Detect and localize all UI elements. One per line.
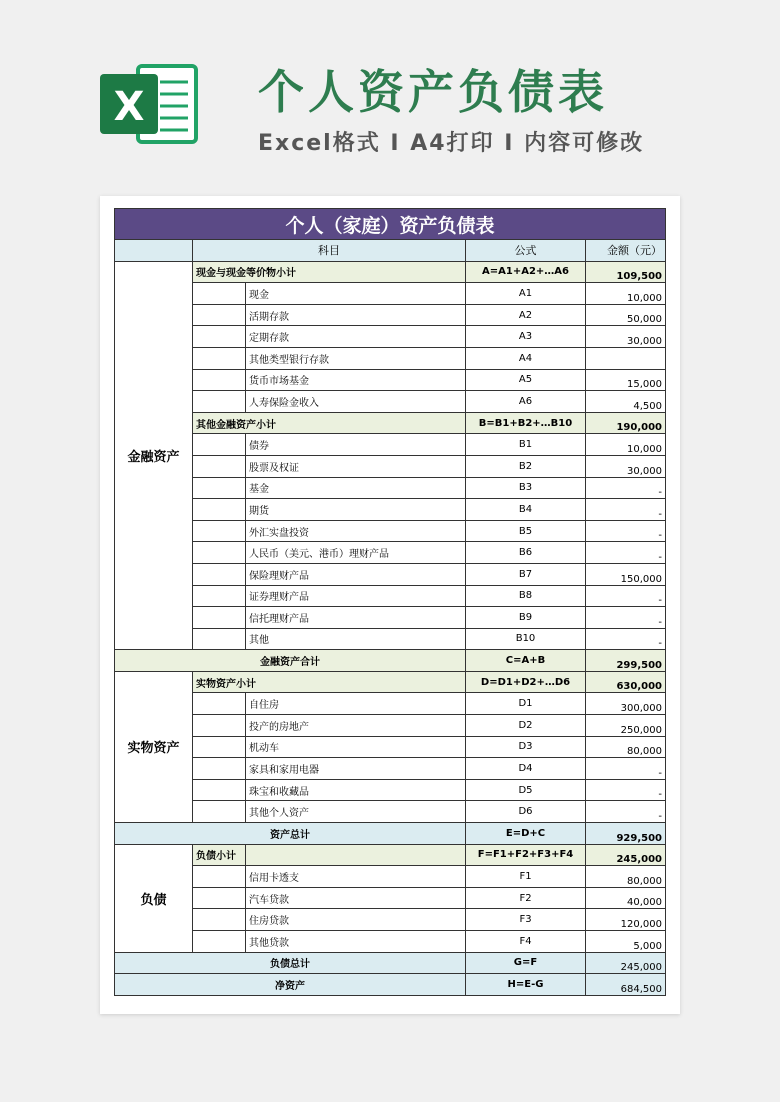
row-name: 信用卡透支 [246, 866, 466, 888]
spreadsheet-page [100, 196, 680, 1014]
table-row [115, 326, 666, 348]
subtotal-amount: 190,000 [586, 412, 666, 434]
table-row [115, 866, 666, 888]
row-name: 人寿保险金收入 [246, 391, 466, 413]
total-formula: G=F [466, 952, 586, 974]
category-physical: 实物资产 [115, 671, 193, 822]
row-amount: - [586, 801, 666, 823]
row-amount: - [586, 520, 666, 542]
table-row [115, 779, 666, 801]
row-amount: 150,000 [586, 563, 666, 585]
row-amount: 40,000 [586, 887, 666, 909]
header-blank [115, 240, 193, 262]
row-amount: 15,000 [586, 369, 666, 391]
row-name: 债券 [246, 434, 466, 456]
subtotal-formula: D=D1+D2+…D6 [466, 671, 586, 693]
row-code: B9 [466, 607, 586, 629]
row-name: 机动车 [246, 736, 466, 758]
row-code: D3 [466, 736, 586, 758]
table-row [115, 499, 666, 521]
row-code: A2 [466, 304, 586, 326]
total-label: 净资产 [115, 974, 466, 996]
sheet-title: 个人（家庭）资产负债表 [115, 209, 666, 240]
row-name: 珠宝和收藏品 [246, 779, 466, 801]
subtotal-formula: F=F1+F2+F3+F4 [466, 844, 586, 866]
row-amount: - [586, 758, 666, 780]
subtotal-row-physical [115, 671, 666, 693]
hero-title: 个人资产负债表 [258, 65, 608, 119]
table-row [115, 758, 666, 780]
row-amount: 10,000 [586, 283, 666, 305]
header-formula: 公式 [466, 240, 586, 262]
table-row [115, 693, 666, 715]
asset-total-row [115, 823, 666, 845]
row-amount: - [586, 499, 666, 521]
category-liabilities: 负债 [115, 844, 193, 952]
row-code: F3 [466, 909, 586, 931]
row-code: B4 [466, 499, 586, 521]
row-code: A5 [466, 369, 586, 391]
row-amount: 10,000 [586, 434, 666, 456]
table-row [115, 542, 666, 564]
table-row [115, 434, 666, 456]
row-amount: 80,000 [586, 866, 666, 888]
table-row [115, 715, 666, 737]
liability-total-row [115, 952, 666, 974]
row-code: B8 [466, 585, 586, 607]
row-name: 现金 [246, 283, 466, 305]
header-amount: 金额（元） [586, 240, 666, 262]
row-code: B2 [466, 455, 586, 477]
row-amount: - [586, 585, 666, 607]
total-amount: 245,000 [586, 952, 666, 974]
table-row [115, 736, 666, 758]
total-formula: H=E-G [466, 974, 586, 996]
row-code: B7 [466, 563, 586, 585]
net-assets-row [115, 974, 666, 996]
row-amount: 50,000 [586, 304, 666, 326]
table-row [115, 304, 666, 326]
table-row [115, 347, 666, 369]
table-row [115, 801, 666, 823]
table-row [115, 887, 666, 909]
table-row [115, 585, 666, 607]
row-code: B10 [466, 628, 586, 650]
row-amount: - [586, 607, 666, 629]
subtotal-label: 其他金融资产小计 [193, 412, 466, 434]
row-name: 活期存款 [246, 304, 466, 326]
row-amount [586, 347, 666, 369]
row-name: 其他贷款 [246, 931, 466, 953]
row-code: B5 [466, 520, 586, 542]
row-name: 保险理财产品 [246, 563, 466, 585]
row-name: 定期存款 [246, 326, 466, 348]
hero-subtitle: Excel格式 I A4打印 I 内容可修改 [258, 131, 645, 156]
subtotal-row-liabilities [115, 844, 666, 866]
row-name: 证券理财产品 [246, 585, 466, 607]
row-amount: 30,000 [586, 455, 666, 477]
row-name: 期货 [246, 499, 466, 521]
subtotal-row-other-financial [115, 412, 666, 434]
financial-total-row [115, 650, 666, 672]
row-name: 投产的房地产 [246, 715, 466, 737]
subtotal-amount: 630,000 [586, 671, 666, 693]
subtotal-label: 现金与现金等价物小计 [193, 261, 466, 283]
table-row [115, 520, 666, 542]
row-code: D2 [466, 715, 586, 737]
row-name: 股票及权证 [246, 455, 466, 477]
subtotal-label: 负债小计 [193, 844, 246, 866]
subtotal-row-cash [115, 261, 666, 283]
row-amount: 4,500 [586, 391, 666, 413]
row-code: D5 [466, 779, 586, 801]
row-name: 家具和家用电器 [246, 758, 466, 780]
row-name: 外汇实盘投资 [246, 520, 466, 542]
total-formula: C=A+B [466, 650, 586, 672]
row-name: 其他个人资产 [246, 801, 466, 823]
svg-text:X: X [113, 84, 145, 130]
row-amount: 5,000 [586, 931, 666, 953]
row-code: A4 [466, 347, 586, 369]
row-name: 其他 [246, 628, 466, 650]
row-name: 人民币（美元、港币）理财产品 [246, 542, 466, 564]
row-code: D1 [466, 693, 586, 715]
row-amount: 80,000 [586, 736, 666, 758]
table-row [115, 628, 666, 650]
subtotal-label: 实物资产小计 [193, 671, 466, 693]
row-amount: 120,000 [586, 909, 666, 931]
excel-logo-icon [100, 58, 200, 150]
row-code: B6 [466, 542, 586, 564]
row-name: 汽车贷款 [246, 887, 466, 909]
table-row [115, 909, 666, 931]
row-code: F2 [466, 887, 586, 909]
row-amount: 30,000 [586, 326, 666, 348]
row-code: A6 [466, 391, 586, 413]
subtotal-formula: B=B1+B2+…B10 [466, 412, 586, 434]
row-code: B1 [466, 434, 586, 456]
sheet-title-row [115, 209, 666, 240]
row-name: 其他类型银行存款 [246, 347, 466, 369]
total-label: 金融资产合计 [115, 650, 466, 672]
row-name: 自住房 [246, 693, 466, 715]
row-name: 住房贷款 [246, 909, 466, 931]
table-row [115, 455, 666, 477]
total-amount: 299,500 [586, 650, 666, 672]
total-formula: E=D+C [466, 823, 586, 845]
row-code: A1 [466, 283, 586, 305]
total-label: 资产总计 [115, 823, 466, 845]
row-code: B3 [466, 477, 586, 499]
row-amount: - [586, 628, 666, 650]
table-row [115, 563, 666, 585]
header-row [115, 240, 666, 262]
subtotal-blank [246, 844, 466, 866]
total-amount: 684,500 [586, 974, 666, 996]
row-code: D6 [466, 801, 586, 823]
subtotal-formula: A=A1+A2+…A6 [466, 261, 586, 283]
row-name: 信托理财产品 [246, 607, 466, 629]
row-amount: 250,000 [586, 715, 666, 737]
subtotal-amount: 245,000 [586, 844, 666, 866]
header-item: 科目 [193, 240, 466, 262]
row-code: F1 [466, 866, 586, 888]
row-amount: - [586, 779, 666, 801]
row-name: 基金 [246, 477, 466, 499]
row-name: 货币市场基金 [246, 369, 466, 391]
row-code: F4 [466, 931, 586, 953]
table-row [115, 607, 666, 629]
balance-sheet-table [114, 208, 666, 996]
table-row [115, 931, 666, 953]
total-label: 负债总计 [115, 952, 466, 974]
row-amount: - [586, 542, 666, 564]
row-amount: - [586, 477, 666, 499]
row-amount: 300,000 [586, 693, 666, 715]
row-code: D4 [466, 758, 586, 780]
table-row [115, 391, 666, 413]
subtotal-amount: 109,500 [586, 261, 666, 283]
table-row [115, 369, 666, 391]
table-row [115, 477, 666, 499]
category-financial: 金融资产 [115, 261, 193, 650]
total-amount: 929,500 [586, 823, 666, 845]
table-row [115, 283, 666, 305]
row-code: A3 [466, 326, 586, 348]
